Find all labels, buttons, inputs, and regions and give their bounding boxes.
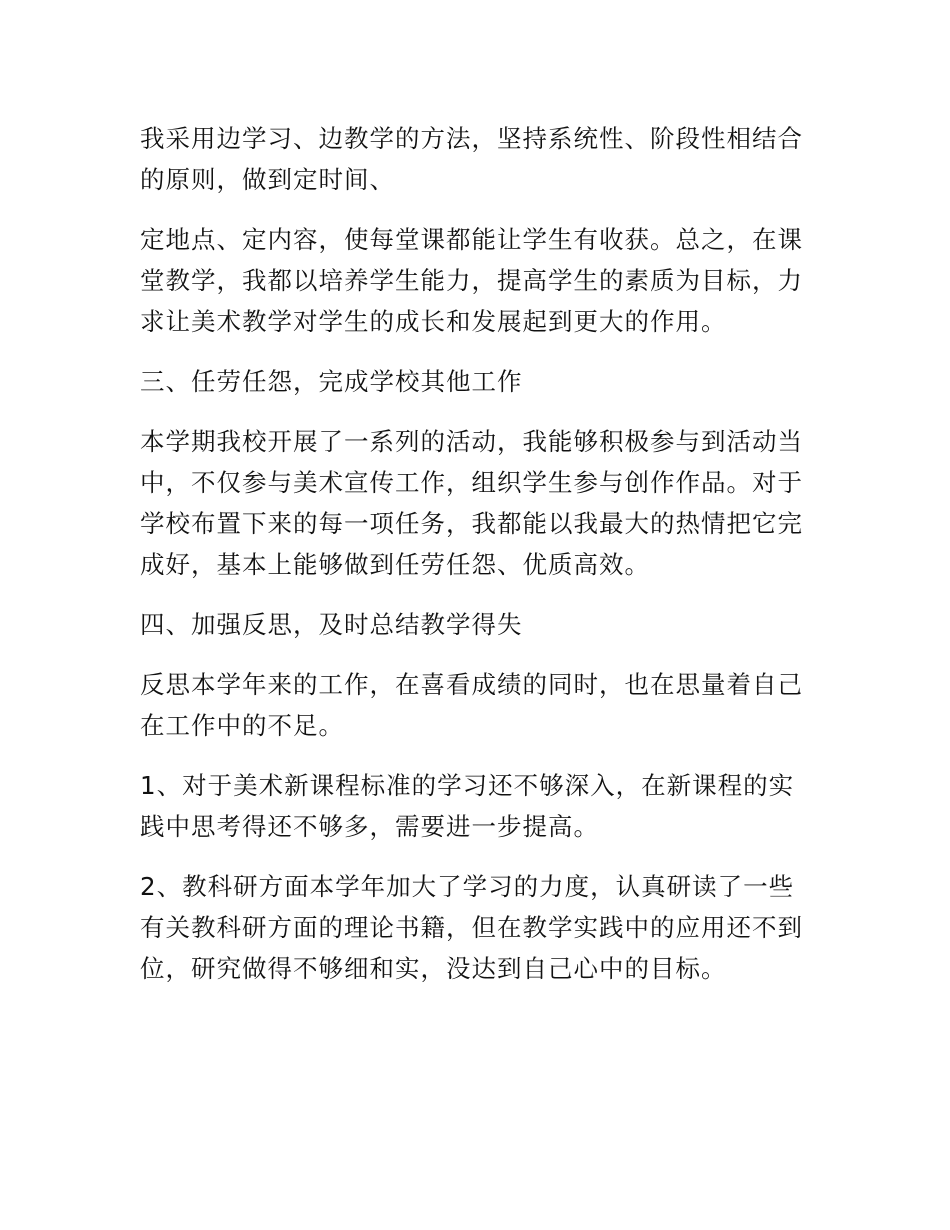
paragraph-reflection: 反思本学年来的工作，在喜看成绩的同时，也在思量着自己在工作中的不足。 <box>140 670 803 740</box>
paragraph-school-activities: 本学期我校开展了一系列的活动，我能够积极参与到活动当中，不仅参与美术宣传工作，组织学生参与创作作品。对于学校布置下来的每一项任务，我都能以我最大的热情把它完成好，基本上能够做到任劳任怨、优质高效。 <box>140 427 803 579</box>
paragraph-point-one: 1、对于美术新课程标准的学习还不够深入，在新课程的实践中思考得还不够多，需要进一步提高。 <box>140 771 795 841</box>
paragraph-teaching-method: 我采用边学习、边教学的方法，坚持系统性、阶段性相结合的原则，做到定时间、 <box>140 124 803 194</box>
section-heading-four: 四、加强反思，及时总结教学得失 <box>140 610 523 639</box>
document-body <box>140 118 812 1008</box>
paragraph-point-two: 2、教科研方面本学年加大了学习的力度，认真研读了一些有关教科研方面的理论书籍，但在教学实践中的应用还不到位，研究做得不够细和实，没达到自己心中的目标。 <box>140 872 803 983</box>
paragraph-classroom-teaching: 定地点、定内容，使每堂课都能让学生有收获。总之，在课堂教学，我都以培养学生能力，提高学生的素质为目标，力求让美术教学对学生的成长和发展起到更大的作用。 <box>140 225 803 336</box>
section-heading-three: 三、任劳任怨，完成学校其他工作 <box>140 367 523 396</box>
